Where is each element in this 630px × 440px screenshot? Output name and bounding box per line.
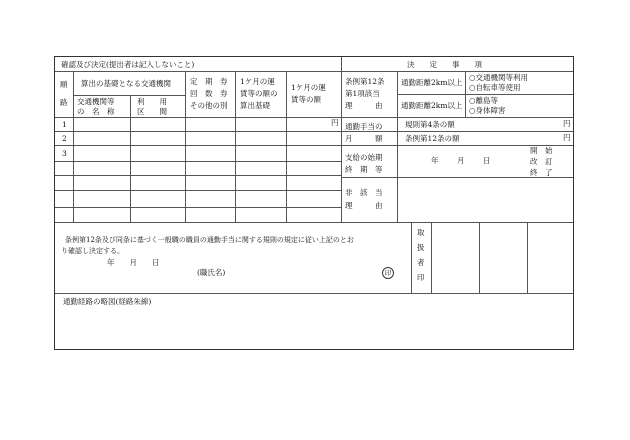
handler-seal-label: 扱 (417, 243, 425, 252)
article12-reason-label: 第1項該当 (345, 89, 380, 98)
period-option-revise: 改 訂 (530, 157, 553, 166)
unit-yen: 円 (563, 119, 571, 128)
period-option-start: 開 始 (530, 146, 553, 155)
handler-seal-label: 印 (417, 273, 425, 282)
article12-reason-label: 理 由 (345, 101, 383, 110)
rule4-amount-label: 規則第4条の額 (405, 120, 455, 129)
rule (479, 222, 480, 293)
payment-period-label: 終 期 等 (345, 165, 383, 174)
payment-period-label: 支給の始期 (345, 153, 383, 162)
rule (130, 95, 131, 222)
usage-section-label: 区 間 (137, 107, 167, 116)
rule (55, 293, 573, 294)
confirmation-text: 条例第12条及び同条に基づく一般職の職員の通勤手当に関する規則の規定に従い上記のとお (65, 236, 354, 244)
row-number: 3 (62, 149, 67, 158)
seal-mark-icon: 印 (382, 267, 394, 279)
distance-label: 通勤距離2km以上 (401, 78, 463, 87)
unit-yen: 円 (331, 118, 339, 127)
rule (397, 94, 573, 95)
unit-yen: 円 (563, 133, 571, 142)
rule (431, 222, 432, 293)
rule (185, 71, 186, 222)
option-disability: ○身体障害 (469, 106, 506, 115)
option-transport: ○交通機関等利用 (469, 73, 529, 82)
option-island: ○離島等 (469, 96, 499, 105)
article12-amount-label: 条例第12条の額 (405, 134, 460, 143)
rule (55, 131, 573, 132)
option-bicycle: ○自転車等使用 (469, 83, 521, 92)
rule (55, 145, 341, 146)
ticket-type-label: 回 数 券 (190, 89, 228, 98)
route-map-label: 通勤経路の略図(経路朱線) (63, 297, 152, 306)
ticket-type-label: その他の別 (190, 101, 228, 110)
commuting-allowance-form (54, 56, 574, 350)
confirmation-text: り確認し決定する。 (61, 247, 124, 255)
handler-seal-label: 取 (417, 228, 425, 237)
confirmation-date: 年 月 日 (107, 258, 160, 267)
rule (55, 207, 341, 208)
route-no-label: 順 (60, 80, 68, 89)
period-month: 月 (457, 156, 465, 165)
row-number: 1 (62, 120, 67, 129)
distance-label: 通勤距離2km以上 (401, 101, 463, 110)
rule (55, 222, 573, 223)
monthly-basis-label: 賃等の額の (240, 89, 278, 98)
rule (73, 71, 74, 222)
non-applicable-label: 理 由 (345, 201, 383, 210)
monthly-basis-label: 1ケ月の運 (240, 77, 275, 86)
rule (286, 71, 287, 222)
basis-transport-label: 算出の基礎となる交通機関 (81, 79, 171, 88)
rule (341, 177, 573, 178)
decision-header: 決 定 事 項 (407, 60, 482, 69)
official-name-label: (職氏名) (197, 268, 226, 277)
rule (55, 175, 341, 176)
rule (341, 57, 342, 222)
rule (411, 222, 412, 293)
period-year: 年 (431, 156, 439, 165)
confirmation-header: 確認及び決定(提出者は記入しないこと) (61, 60, 195, 69)
rule (55, 161, 341, 162)
rule (55, 71, 573, 72)
rule (235, 71, 236, 222)
period-day: 日 (483, 156, 491, 165)
monthly-amount-label: 1ケ月の運 (291, 83, 326, 92)
article12-reason-label: 条例第12条 (345, 77, 385, 86)
rule (527, 222, 528, 293)
agency-name-label: 交通機関等 (77, 97, 115, 106)
handler-seal-label: 者 (417, 258, 425, 267)
period-option-end: 終 了 (530, 168, 553, 177)
rule (55, 117, 573, 118)
monthly-basis-label: 算出基礎 (240, 101, 270, 110)
ticket-type-label: 定 期 券 (190, 77, 228, 86)
row-number: 2 (62, 134, 67, 143)
rule (73, 95, 185, 96)
rule (465, 71, 466, 117)
allowance-monthly-label: 月 額 (345, 134, 383, 143)
non-applicable-label: 非 該 当 (345, 188, 383, 197)
agency-name-label: の 名 称 (77, 107, 115, 116)
rule (55, 190, 341, 191)
allowance-monthly-label: 通勤手当の (345, 122, 383, 131)
route-no-label: 路 (60, 98, 68, 107)
rule (397, 71, 398, 222)
monthly-amount-label: 賃等の額 (291, 95, 321, 104)
usage-section-label: 利 用 (137, 97, 167, 106)
